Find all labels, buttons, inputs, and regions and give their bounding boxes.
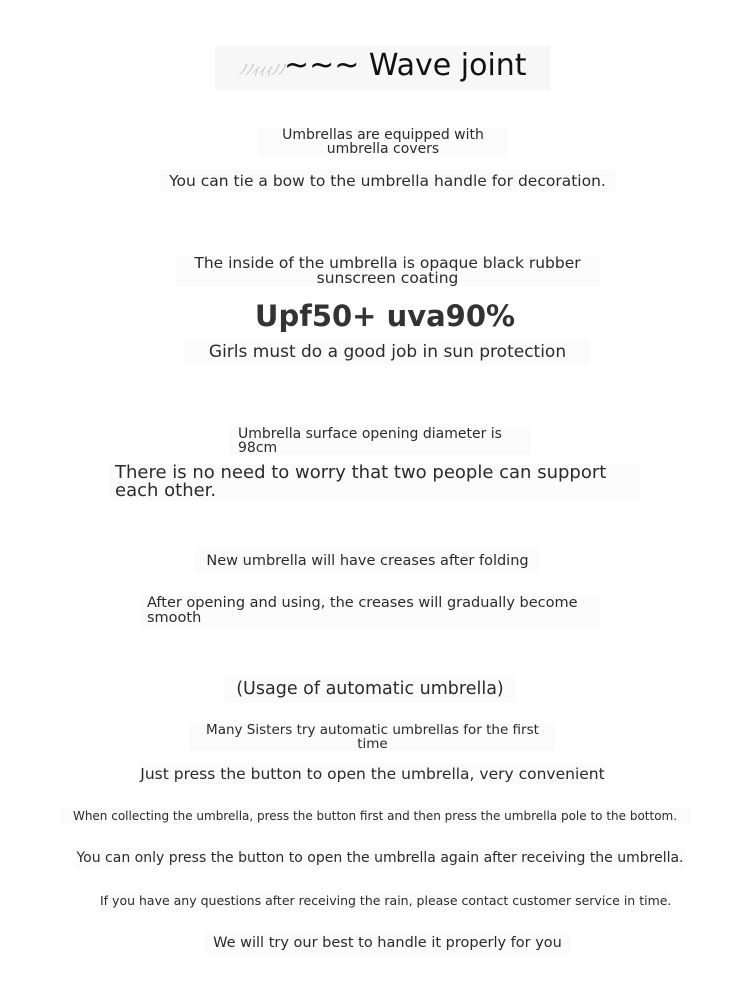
two-people-note <box>110 464 640 500</box>
title-scribble: ﾉﾉｨｨｨﾉﾉ <box>238 60 284 79</box>
title-text: ~~~ Wave joint <box>283 48 527 83</box>
questions-note: If you have any questions after receiving the rain, please contact customer service in time. <box>100 893 672 908</box>
best-effort-note: We will try our best to handle it properly for you <box>205 932 570 954</box>
collecting-note: When collecting the umbrella, press the button first and then press the umbrella pole to the bottom. <box>60 807 690 825</box>
usage-heading: (Usage of automatic umbrella) <box>225 676 515 702</box>
two-people-line-2: each other. <box>115 480 217 501</box>
sun-protection-note: Girls must do a good job in sun protection <box>185 340 590 364</box>
press-open-note: Just press the button to open the umbrella, very convenient <box>140 765 605 783</box>
creases-note: New umbrella will have creases after folding <box>195 550 540 572</box>
coating-line-2: sunscreen coating <box>316 269 459 287</box>
two-people-line-1: There is no need to worry that two people can support <box>115 462 607 483</box>
umbrella-cover-line-2: umbrella covers <box>326 141 440 157</box>
press-again-note: You can only press the button to open the umbrella again after receiving the umbrella. <box>76 850 684 866</box>
diameter-line-1: Umbrella surface opening diameter is <box>238 426 502 442</box>
coating-note <box>175 256 600 286</box>
smooth-note <box>140 596 600 626</box>
smooth-line-2: smooth <box>147 610 202 626</box>
umbrella-cover-line-1: Umbrellas are equipped with <box>282 127 484 143</box>
coating-line-1: The inside of the umbrella is opaque black rubber <box>194 254 581 272</box>
diameter-note <box>230 427 530 455</box>
upf-rating-heading: Upf50+ uva90% <box>254 299 516 333</box>
diameter-line-2: 98cm <box>238 440 278 456</box>
first-time-line-1: Many Sisters try automatic umbrellas for the first <box>206 722 539 738</box>
bow-decoration-note: You can tie a bow to the umbrella handle for decoration. <box>160 170 615 192</box>
page-title <box>215 46 550 90</box>
smooth-line-1: After opening and using, the creases will gradually become <box>147 595 578 611</box>
umbrella-cover-note <box>258 128 508 156</box>
first-time-line-2: time <box>357 736 388 752</box>
first-time-note <box>190 723 555 751</box>
